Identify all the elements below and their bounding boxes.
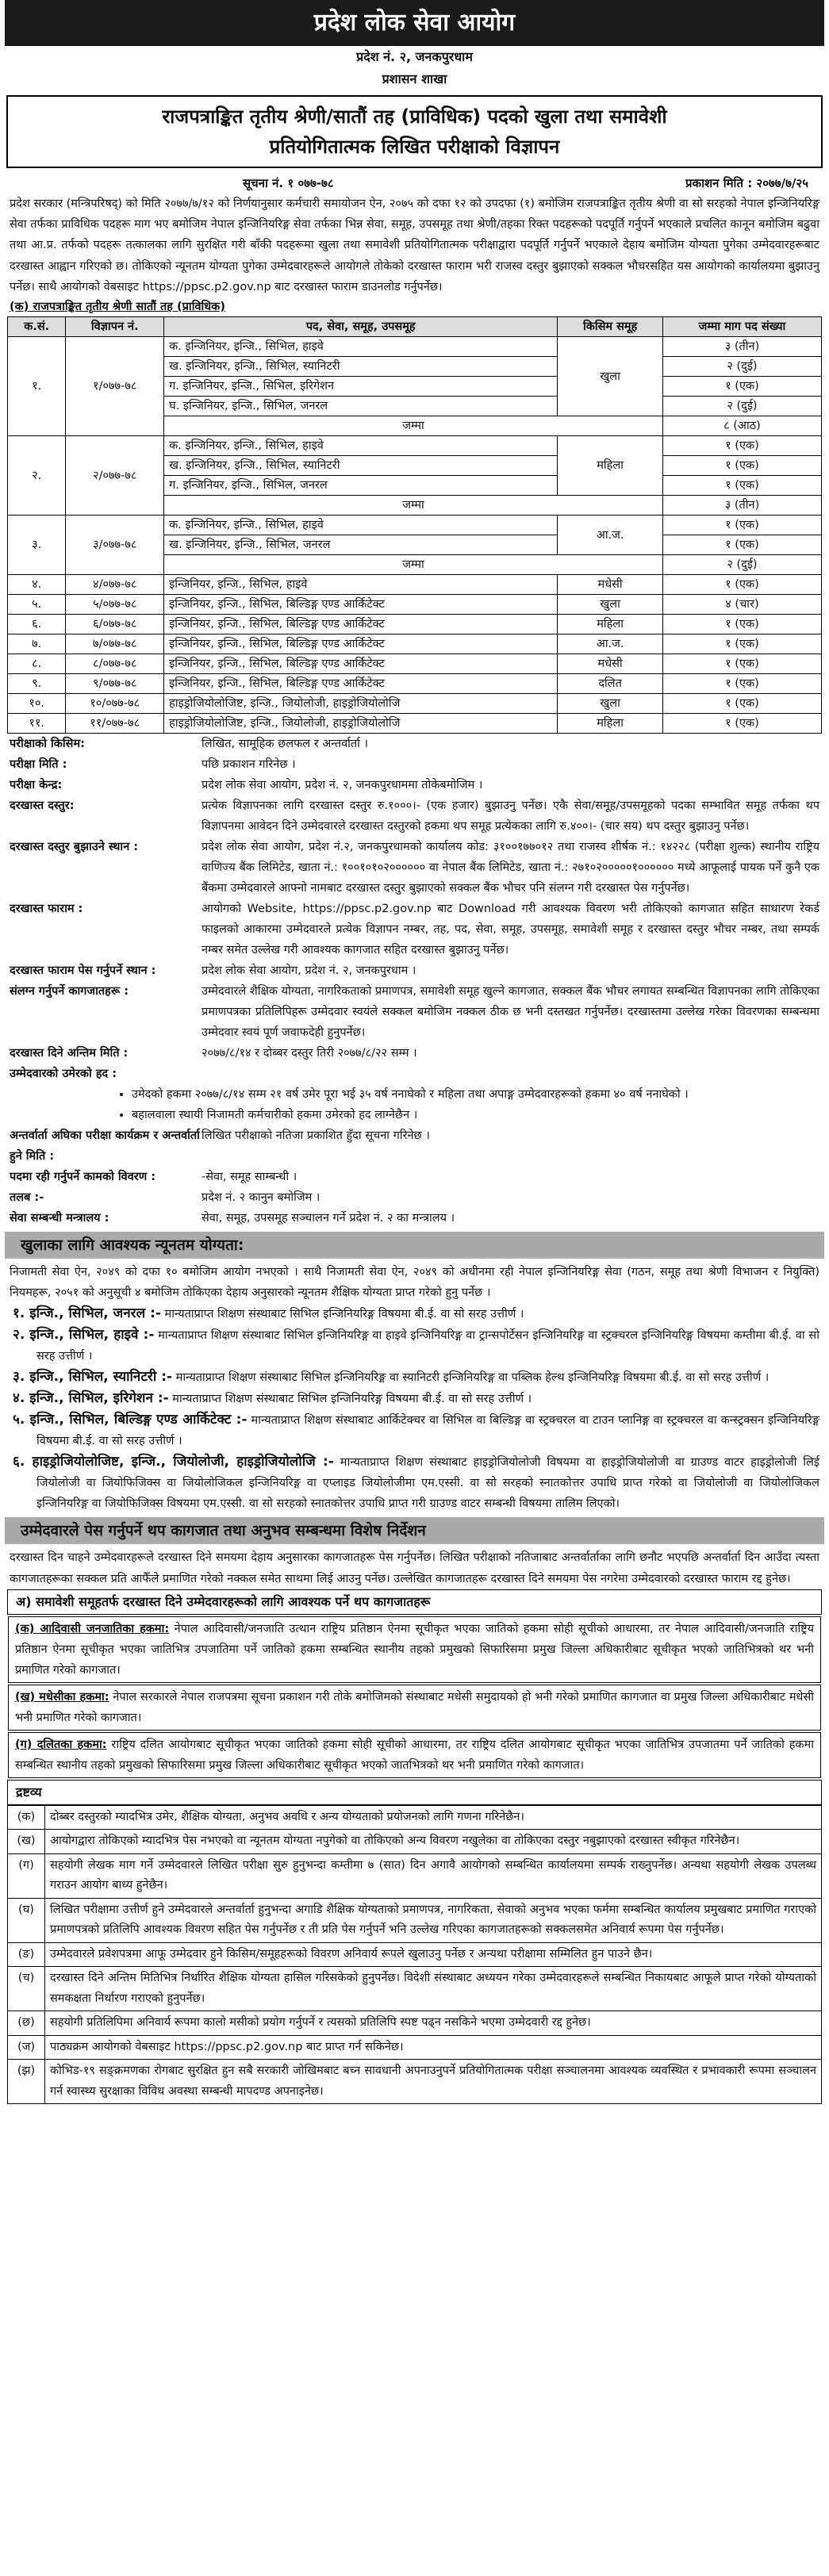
total-label-cell: जम्मा [164,555,663,575]
count-cell: १ (एक) [662,377,821,397]
note-text: दोब्बर दस्तुरको म्यादभित्र उमेर, शैक्षिक योग्यता, अनुभव अवधि र अन्य योग्यताको प्रयोजनको लागि गणना गरिनेछैन। [45,1805,822,1830]
qualification-title: ३. इन्जि., सिभिल, स्यानिटरी :- [13,1369,173,1386]
kind-cell: दलित [558,674,663,694]
note-number: (ङ) [8,1942,45,1967]
count-cell: १ (एक) [662,654,821,674]
adv-number-cell: ३/०७७-७८ [66,516,164,575]
count-cell: १ (एक) [662,575,821,595]
inclusive-item: (ग) दलितका हकमा: राष्ट्रिय दलित आयोगबाट सूचीकृत भएका जातिको हकमा सोही सूचीको आधारमा, तर राष्ट्रिय दलित आयोगबाट सूचीकृत भएका जातिभित्र उपजातमा पर्ने जातिको हकमा सम्बन्धित स्थानीय तहको प्रमुखको सिफारिसमा प्रमुख जिल्ला अधिकारीबाट सूचीकृत भएको जातभित्रको थर भनी प्रमाणित गरेको कागजात। [8,1732,821,1778]
qualification-item: १. इन्जि., सिभिल, जनरल :- मान्यताप्राप्त शिक्षण संस्थाबाट सिभिल इन्जिनियरिङ्ग विषयमा बी.ई. वा सो सरह उत्तीर्ण । [13,1305,524,1322]
detail-label: परीक्षाको किसिम: [10,738,85,751]
documents-paragraph: दरखास्त दिन चाहने उम्मेदवारहरूले दरखास्त दिने समयमा देहाय अनुसारका कागजातहरू पेस गर्नुपर्नेछ। लिखित परीक्षाको नतिजाबाट अन्तर्वार्ताका लागि छनौट भएपछि अन्तर्वार्ता दिन आउँदा त्यस्ता कागजातहरूका सक्कल प्रति आफैँले प्रमाणित गरेको नक्कल समेत साथमा लिई आउनु पर्नेछ। उल्लेखित कागजातहरू दरखास्त दिने समयमा पेस नगरेमा उम्मेदवारको दरखास्त फाराम रद्द हुनेछ। [10,1551,819,1585]
serial-cell: १. [8,337,66,436]
serial-cell: ९. [8,674,66,694]
count-cell: ४ (चार) [662,595,821,615]
adv-number-cell: १/०७७-७८ [66,337,164,436]
post-cell: हाइड्रोजियोलोजिष्ट, इन्जि., जियोलोजी, हाइड्रोजियोलोजि [164,694,558,714]
table-row [8,654,822,674]
adv-number-cell: २/०७७-७८ [66,436,164,516]
serial-cell: ४. [8,575,66,595]
detail-value: प्रदेश नं. २ कानुन बमोजिम । [201,1191,320,1205]
detail-row [5,960,824,981]
detail-label: सेवा सम्बन्धी मन्त्रालय : [10,1212,109,1225]
count-cell: १ (एक) [662,714,821,734]
qualification-item: ५. इन्जि., सिभिल, बिल्डिङ्ग एण्ड आर्किटेक्ट :- मान्यताप्राप्त शिक्षण संस्थाबाट आर्किटेक्चर वा सिभिल वा बिल्डिङ्ग वा स्ट्रक्चरल वा टाउन प्लानिङ्ग वा स्ट्रक्चरल वा कन्स्ट्रक्सन इन्जिनियरिङ्ग विषयमा बी.ई. वा सो सरह उत्तीर्ण । [13,1412,819,1448]
adv-number-cell: १०/०७७-७८ [66,694,164,714]
list-item: • बहालवाला स्थायी निजामती कर्मचारीको हकमा उमेरको हद लाग्नेछैन । [132,1105,824,1125]
kind-cell: महिला [558,714,663,734]
note-row [8,2035,822,2060]
kind-cell: आ.ज. [558,634,663,654]
kind-cell: खुला [558,337,663,416]
exam-details-2 [5,1125,824,1229]
note-number: (ख) [8,1830,45,1854]
detail-value: सेवा, समूह, उपसमूह सञ्चालन गर्ने प्रदेश नं. २ का मन्त्रालय । [201,1212,455,1225]
post-cell: क. इन्जिनियर, इन्जि., सिभिल, हाइवे [164,337,558,357]
detail-row [5,775,824,795]
note-number: (झ) [8,2060,45,2104]
kind-cell: मधेसी [558,654,663,674]
inclusive-item: (क) आदिवासी जनजातिका हकमा: नेपाल आदिवासी/जनजाति उत्थान राष्ट्रिय प्रतिष्ठान ऐनमा सूचीकृत भएका जातिको हकमा सोही सूचीको आधारमा, तर नेपाल आदिवासी/जनजाति राष्ट्रिय प्रतिष्ठान ऐनमा सूचीकृत भएका जातिभित्र उपजातिमा पर्ने जातिको हकमा सम्बन्धित स्थानीय तहको प्रमुखको सिफारिसमा प्रमुख जिल्ला अधिकारीबाट सूचीकृत भएको जातिभित्रको थर भनी प्रमाणित गरेको कागजात। [8,1616,821,1683]
kind-cell: खुला [558,694,663,714]
detail-value: प्रत्येक विज्ञापनका लागि दरखास्त दस्तुर रु.१०००।- (एक हजार) बुझाउनु पर्नेछ। एकै सेवा/समूह/उपसमूहको पदका सम्भावित समूह तर्फका थप विज्ञापनमा आवेदन दिने उम्मेदवारले दरखास्त दस्तुरको हकमा थप समूह प्रत्येकका लागि रु.४००।- (चार सय) थप दस्तुर बुझाउनु पर्नेछ। [201,799,819,834]
inclusive-title: (ख) मधेसीका हकमा: [15,1690,109,1704]
detail-value: उम्मेदवारले शैक्षिक योग्यता, नागरिकताको प्रमाणपत्र, समावेशी समूह खुल्ने कागजात, सक्कल बैंक भौचर लगायत सम्बन्धित विज्ञापनका लागि तोकिएका प्रमाणपत्रका प्रतिलिपिहरू उम्मेदवार स्वयंले सक्कल बमोजिम नक्कल ठीक छ भनी दस्तखत गर्नुपर्नेछ। दरखास्तमा उल्लेख गरेका विवरणका सम्बन्धमा उम्मेदवार स्वयं पूर्ण जवाफदेही हुनुपर्नेछ। [201,985,819,1040]
adv-number-cell: ४/०७७-७८ [66,575,164,595]
detail-value: -सेवा, समूह साम्बन्धी । [201,1171,297,1184]
age-limit: उम्मेदवारको उमेरको हद : [10,1068,117,1081]
note-number: (घ) [8,1898,45,1942]
post-cell: क. इन्जिनियर, इन्जि., सिभिल, हाइवे [164,436,558,456]
adv-number-cell: ८/०७७-७८ [66,654,164,674]
count-cell: १ (एक) [662,456,821,476]
detail-row [5,734,824,754]
note-text: पाठ्यक्रम आयोगको वेबसाइट https://ppsc.p2.gov.np बाट प्राप्त गर्न सकिनेछ। [45,2035,822,2060]
total-label-cell: जम्मा [164,496,663,516]
kind-cell: महिला [558,436,663,496]
detail-value: आयोगको Website, https://ppsc.p2.gov.np बाट Download गरी आवश्यक विवरण भरी तोकिएको कागजात सहित साधारण रेकर्ड फाइलको आकारमा उम्मेदवारले प्रत्येक विज्ञापन नम्बर, तह, पद, सेवा, समूह, उपसमूह, समावेशी समूह र दरखास्त दस्तुर भौचर नम्बर, तथा सम्पर्क नम्बर समेत उल्लेख गरी आवश्यक कागजात सहित दरखास्त बुझाउनु पर्नेछ। [201,903,819,957]
post-cell: ख. इन्जिनियर, इन्जि., सिभिल, जनरल [164,535,558,555]
note-text: सहयोगी लेखक माग गर्ने उम्मेदवारले लिखित परीक्षा सुरु हुनुभन्दा कम्तीमा ७ (सात) दिन अगावै आयोगको सम्बन्धित कार्यालयमा सम्पर्क राख्नुपर्नेछ। अन्यथा सहयोगी लेखक उपलब्ध गराउन आयोग बाध्य हुनेछैन। [45,1853,822,1898]
count-cell: १ (एक) [662,674,821,694]
serial-cell: ७. [8,634,66,654]
note-text: दरखास्त दिने अन्तिम मितिभित्र निर्धारित शैक्षिक योग्यता हासिल गरिसकेको हुनुपर्नेछ। विदेशी संस्थाबाट अध्ययन गरेका उम्मेदवारहरूले सम्बन्धित निकायबाट आफूले प्राप्त गरेको योग्यताको समकक्षता निर्धारण गराएको हुनुपर्नेछ। [45,1967,822,2011]
post-cell: ग. इन्जिनियर, इन्जि., सिभिल, इरिगेशन [164,377,558,397]
qualification-title: १. इन्जि., सिभिल, जनरल :- [13,1305,161,1322]
inclusive-heading: अ) समावेशी समूहतर्फ दरखास्त दिने उम्मेदवारहरूको लागि आवश्यक पर्ने थप कागजातहरू [7,1589,822,1615]
post-cell: क. इन्जिनियर, इन्जि., सिभिल, हाइवे [164,516,558,535]
count-cell: १ (एक) [662,634,821,654]
detail-label: पदमा रही गर्नुपर्ने कामको विवरण : [10,1171,156,1184]
detail-value: लिखित परीक्षाको नतिजा प्रकाशित हुँदा सूचना गरिनेछ । [201,1129,430,1143]
qualification-item: ४. इन्जि., सिभिल, इरिगेशन :- मान्यताप्राप्त शिक्षण संस्थाबाट सिभिल इन्जिनियरिङ्ग विषयमा बी.ई. वा सो सरह उत्तीर्ण । [13,1390,532,1407]
detail-label: परीक्षा केन्द्र: [10,779,63,792]
note-text: उम्मेदवारले प्रवेशपत्रमा आफू उम्मेदवार हुने किसिम/समूहहरूको विवरण अनिवार्य रूपले खुलाउनु पर्नेछ र अन्यथा परीक्षामा सम्मिलित हुन पाउने छैन। [45,1942,822,1967]
note-text: सहयोगी प्रतिलिपिमा अनिवार्य रूपमा कालो मसीको प्रयोग गर्नुपर्ने र त्यसको प्रतिलिपि स्पष्ट पढ्न नसकिने भएमा उम्मेदवारी रद्द हुनेछ। [45,2011,822,2036]
note-number: (छ) [8,2011,45,2036]
note-row [8,1830,822,1854]
inclusive-item: (ख) मधेसीका हकमा: नेपाल सरकारले नेपाल राजपत्रमा सूचना प्रकाशन गरी तोके बमोजिमको संस्थाबाट मधेसी समुदायको हो भनी गरेको प्रमाणित कागजात वा प्रमुख जिल्ला अधिकारीबाट मधेसी भनी प्रमाणित गरेको कागजात। [8,1685,821,1731]
table-header-cell: विज्ञापन नं. [66,317,164,337]
total-count-cell: ३ (तीन) [662,496,821,516]
adv-number-cell: ११/०७७-७८ [66,714,164,734]
detail-row [5,1187,824,1208]
table-row [8,714,822,734]
note-row [8,1942,822,1967]
org-title: प्रदेश लोक सेवा आयोग [5,0,824,46]
qualification-title: ६. हाइड्रोजियोलोजिष्ट, इन्जि., जियोलोजी, हाइड्रोजियोलोजि :- [13,1454,334,1470]
detail-row [5,899,824,960]
serial-cell: ५. [8,595,66,615]
count-cell: १ (एक) [662,535,821,555]
documents-heading: उम्मेदवारले पेस गर्नुपर्ने थप कागजात तथा अनुभव सम्बन्धमा विशेष निर्देशन [5,1517,824,1544]
post-cell: इन्जिनियर, इन्जि., सिभिल, बिल्डिङ्ग एण्ड आर्किटेक्ट [164,654,558,674]
detail-label: दरखास्त दस्तुर: [10,799,75,813]
kind-cell: मधेसी [558,575,663,595]
detail-label: दरखास्त फाराम : [10,903,83,916]
detail-label: दरखास्त फाराम पेस गर्नुपर्ने स्थान : [10,964,156,978]
detail-value: २०७७/८/१४ र दोब्बर दस्तुर तिरी २०७७/८/२२ सम्म । [201,1047,417,1060]
detail-label: अन्तर्वार्ता अघिका परीक्षा कार्यक्रम र अन्तर्वार्ता हुने मिति : [10,1129,200,1163]
table-row [8,575,822,595]
detail-value: प्रदेश लोक सेवा आयोग, प्रदेश नं. २, जनकपुरधाममा तोकेबमोजिम । [201,779,483,792]
count-cell: १ (एक) [662,516,821,535]
table-header-cell: किसिम समूह [558,317,663,337]
qualification-item: ६. हाइड्रोजियोलोजिष्ट, इन्जि., जियोलोजी, हाइड्रोजियोलोजि :- मान्यताप्राप्त शिक्षण संस्थाबाट हाइड्रोजियोलोजी विषयमा वा हाइड्रोजियोलोजी वा ग्राउण्ड वाटर हाइड्रोलोजी लिई जियोलोजी वा जियोफिजिक्स वा जियोलोजिकल इन्जिनियरिङ्ग वा एप्लाइड जियोलोजीमा एम.एस्सी. वा सो सरहको स्नातकोत्तर उपाधि प्राप्त गरेको वा जियोलोजी वा जियोलोजिकल इन्जिनियरिङ्ग वा जियोफिजिक्स विषयमा एम.एस्सी. वा सो सरहको स्नातकोत्तर उपाधि प्राप्त गरी ग्राउण्ड वाटर सम्बन्धी विषयमा तालिम लिएको। [13,1454,819,1511]
adv-number-cell: ९/०७७-७८ [66,674,164,694]
table-row [8,436,822,456]
province-line: प्रदेश नं. २, जनकपुरधाम [356,49,473,64]
table-caption: (क) राजपत्राङ्कित तृतीय श्रेणी सातौं तह (प्राविधिक) [10,301,225,314]
count-cell: १ (एक) [662,436,821,456]
detail-label: तलब :- [10,1191,44,1205]
serial-cell: ६. [8,615,66,634]
detail-row [5,981,824,1043]
publish-date: प्रकाशन मिति : २०७७/७/२५ [685,176,808,190]
notice-meta [5,173,824,194]
qualification-item: ३. इन्जि., सिभिल, स्यानिटरी :- मान्यताप्राप्त शिक्षण संस्थाबाट सिभिल इन्जिनियरिङ्ग वा स्यानिटरी इन्जिनियरिङ्ग वा पब्लिक हेल्थ इन्जिनियरिङ्ग विषयमा बी.ई. वा सो सरह उत्तीर्ण । [13,1369,770,1386]
table-header-cell: पद, सेवा, समूह, उपसमूह [164,317,558,337]
count-cell: २ (दुई) [662,357,821,377]
kind-cell: आ.ज. [558,516,663,555]
detail-label: दरखास्त दिने अन्तिम मिति : [10,1047,129,1060]
total-count-cell: ८ (आठ) [662,416,821,436]
qualification-title: ५. इन्जि., सिभिल, बिल्डिङ्ग एण्ड आर्किटेक्ट :- [13,1412,248,1428]
notes-table [7,1805,822,2105]
post-cell: ग. इन्जिनियर, इन्जि., सिभिल, जनरल [164,476,558,496]
notice-title-line2: प्रतियोगितात्मक लिखित परीक्षाको विज्ञापन [269,136,560,158]
note-row [8,1898,822,1942]
inclusive-title: (ग) दलितका हकमा: [15,1738,107,1751]
serial-cell: ३. [8,516,66,575]
detail-value: पछि प्रकाशन गरिनेछ । [201,758,296,772]
adv-number-cell: ६/०७७-७८ [66,615,164,634]
note-number: (क) [8,1805,45,1830]
count-cell: १ (एक) [662,615,821,634]
adv-number-cell: ७/०७७-७८ [66,634,164,654]
table-row [8,634,822,654]
kind-cell: महिला [558,615,663,634]
posts-table [7,316,822,734]
count-cell: ३ (तीन) [662,337,821,357]
detail-label: परीक्षा मिति : [10,758,67,772]
table-row [8,516,822,535]
post-cell: ख. इन्जिनियर, इन्जि., सिभिल, स्यानिटरी [164,357,558,377]
age-list [5,1084,824,1125]
qualification-heading: खुलाका लागि आवश्यक न्यूनतम योग्यता: [5,1232,824,1259]
post-cell: इन्जिनियर, इन्जि., सिभिल, बिल्डिङ्ग एण्ड आर्किटेक्ट [164,674,558,694]
qualification-title: २. इन्जि., सिभिल, हाइवे :- [13,1327,155,1344]
qualification-item: २. इन्जि., सिभिल, हाइवे :- मान्यताप्राप्त शिक्षण संस्थाबाट सिभिल इन्जिनियरिङ्ग वा हाइवे इन्जिनियरिङ्ग वा ट्रान्सपोर्टेसन इन्जिनियरिङ्ग वा स्ट्रक्चरल इन्जिनियरिङ्ग विषयमा कम्तीमा बी.ई. वा सो सरह उत्तीर्ण । [13,1327,819,1363]
count-cell: २ (दुई) [662,397,821,416]
notes-heading: द्रष्टव्य [7,1780,822,1805]
note-number: (च) [8,1967,45,2011]
post-cell: इन्जिनियर, इन्जि., सिभिल, हाइवे [164,575,558,595]
note-row [8,2060,822,2104]
table-header-cell: क.सं. [8,317,66,337]
table-row [8,674,822,694]
exam-details [5,734,824,1064]
note-text: आयोगद्वारा तोकिएको म्यादभित्र पेस नभएको वा न्यूनतम योग्यता नपुगेको वा तोकिएको अन्य विवरण नखुलेका वा तोकिएका दस्तुर नबुझाएको दरखास्त स्वीकृत गरिनेछैन। [45,1830,822,1854]
table-row [8,595,822,615]
total-count-cell: २ (दुई) [662,555,821,575]
note-row [8,1853,822,1898]
note-number: (ज) [8,2035,45,2060]
inclusive-list [5,1616,824,1778]
section-line: प्रशासन शाखा [382,71,447,86]
detail-row [5,1043,824,1064]
note-number: (ग) [8,1853,45,1898]
table-row [8,615,822,634]
detail-row [5,1208,824,1229]
detail-row [5,1167,824,1187]
detail-row [5,795,824,837]
detail-value: प्रदेश लोक सेवा आयोग, प्रदेश नं.२, जनकपुरधामको कार्यालय कोड: ३१००१७७०१२ तथा राजस्व शीर्षक नं.: १४२२८ (परीक्षा शुल्क) स्थानीय राष्ट्रिय वाणिज्य बैंक लिमिटेड, खाता नं.: १००१०१०२०००००० वा नेपाल बैंक लिमिटेड, खाता नं.: २७१०२०००००१०००००० मध्ये आफूलाई पायक पर्ने कुनै एक बैंकमा उम्मेदवारले आफ्नो नामबाट दरखास्त दस्तुर बुझाएको सक्कल बैंक भौचर पनि संलग्न गरी दरखास्त पेस गर्नुपर्नेछ। [201,841,819,895]
serial-cell: ११. [8,714,66,734]
serial-cell: १०. [8,694,66,714]
count-cell: १ (एक) [662,476,821,496]
adv-number-cell: ५/०७७-७८ [66,595,164,615]
detail-row [5,754,824,775]
serial-cell: ८. [8,654,66,674]
post-cell: इन्जिनियर, इन्जि., सिभिल, बिल्डिङ्ग एण्ड आर्किटेक्ट [164,595,558,615]
qualification-title: ४. इन्जि., सिभिल, इरिगेशन :- [13,1390,169,1407]
detail-value: लिखित, सामूहिक छलफल र अन्तर्वार्ता । [201,738,369,751]
inclusive-title: (क) आदिवासी जनजातिका हकमा: [15,1622,170,1635]
detail-row [5,837,824,899]
post-cell: हाइड्रोजियोलोजिष्ट, इन्जि., जियोलोजी, हाइड्रोजियोलोजि [164,714,558,734]
table-row [8,337,822,357]
table-row [8,694,822,714]
total-label-cell: जम्मा [164,416,663,436]
kind-cell: खुला [558,595,663,615]
post-cell: इन्जिनियर, इन्जि., सिभिल, बिल्डिङ्ग एण्ड आर्किटेक्ट [164,634,558,654]
qualification-list [5,1303,824,1514]
detail-label: संलग्न गर्नुपर्ने कागजातहरू : [10,985,129,999]
note-text: लिखित परीक्षामा उत्तीर्ण हुने उम्मेदवारले अन्तर्वार्ता हुनुभन्दा अगाडि शैक्षिक योग्यताको प्रमाणपत्र, नागरिकता, सेवाको अनुभव भएका फर्ममा सम्बन्धित कार्यालय प्रमुखबाट प्रमाणित गराएको प्रमाणपत्रको प्रतिलिपि आवश्यक विवरण सहित पेस गर्नुपर्नेछ र ती प्रति पेस गर्नुपर्ने भनि उल्लेख गरिएका कागजातहरूको सक्कलसमेत अनिवार्य रूपमा पेस गर्नुपर्नेछ। [45,1898,822,1942]
post-cell: इन्जिनियर, इन्जि., सिभिल, बिल्डिङ्ग एण्ड आर्किटेक्ट [164,615,558,634]
note-text: कोभिड-१९ सङ्क्रमणका रोगबाट सुरक्षित हुन सबै सरकारी जोखिमबाट बच्न सावधानी अपनाउनुपर्ने प्रतियोगितात्मक परीक्षा सञ्चालनमा आवश्यक व्यवस्थित र प्रभावकारी रूपमा सञ्चालन गर्न स्वास्थ्य सुरक्षाका विविध अवस्था सम्बन्धी मापदण्ड अपनाइनेछ। [45,2060,822,2104]
qualification-intro: निजामती सेवा ऐन, २०४९ को दफा १० बमोजिम आयोग नभएको । साथै निजामती सेवा ऐन, २०४९ को अधीनमा रही नेपाल इन्जिनियरिङ्ग सेवा (गठन, समूह तथा श्रेणी विभाजन र नियुक्ति) नियमहरू, २०५१ को अनुसूची ४ बमोजिम तोकिएका देहाय अनुसारको न्यूनतम शैक्षिक योग्यता प्राप्त गरेको हुनु पर्नेछ । [10,1266,819,1300]
note-row [8,1805,822,1830]
detail-row [5,1125,824,1167]
detail-label: दरखास्त दस्तुर बुझाउने स्थान : [10,841,139,854]
note-row [8,2011,822,2036]
notice-title [6,95,823,168]
list-item: • उमेदको हकमा २०७७/८/१४ सम्म २१ वर्ष उमेर पूरा भई ३५ वर्ष ननाघेको र महिला तथा अपाङ्ग उम्मेदवारहरूको हकमा ४० वर्ष ननाघेको । [132,1084,824,1105]
notice-title-line1: राजपत्राङ्कित तृतीय श्रेणी/सातौं तह (प्राविधिक) पदको खुला तथा समावेशी [162,105,667,128]
serial-cell: २. [8,436,66,516]
count-cell: १ (एक) [662,694,821,714]
post-cell: ख. इन्जिनियर, इन्जि., सिभिल, स्यानिटरी [164,456,558,476]
detail-value: प्रदेश लोक सेवा आयोग, प्रदेश नं. २, जनकपुरधाम । [201,964,416,978]
intro-paragraph: प्रदेश सरकार (मन्त्रिपरिषद्) को मिति २०७७/७/१२ को निर्णयानुसार कर्मचारी समायोजन ऐन, २०७५ को दफा १२ को उपदफा (१) बमोजिम राजपत्राङ्कित तृतीय श्रेणी वा सो सरहको नेपाल इन्जिनियरिङ्ग सेवा तर्फका प्राविधिक पदहरू माग भए बमोजिम नेपाल इन्जिनियरिङ्ग सेवा तर्फका भिन्न सेवा, समूह, उपसमूह तथा श्रेणी/तहका रिक्त पदहरूको पदपूर्ति गर्नुपर्ने भएकाले प्रचलित कानून बमोजिम बढुवा तथा आ.प्र. तर्फको पदहरू तत्कालका लागि सुरक्षित गरी बाँकी पदहरूमा खुला तथा समावेशी प्रतियोगितात्मक परीक्षाद्वारा पदपूर्ति गर्नुपर्ने भएकाले देहाय बमोजिम योग्यता पुगेका उम्मेदवारहरूबाट दरखास्त आह्वान गरिएको छ। तोकिएको न्यूनतम योग्यता पुगेका उम्मेदवारहरूले आयोगले तोकेको दरखास्त फाराम भरी राजस्व दस्तुर बुझाएको सक्कल भौचरसहित यस आयोगको कार्यालयमा बुझाउनु पर्नेछ। साथै आयोगको वेबसाइट https://ppsc.p2.gov.np बाट दरखास्त फाराम डाउनलोड गर्नुपर्नेछ। [10,197,819,293]
notice-number: सूचना नं. १ ०७७-७८ [243,176,334,190]
note-row [8,1967,822,2011]
post-cell: घ. इन्जिनियर, इन्जि., सिभिल, जनरल [164,397,558,416]
table-header-cell: जम्मा माग पद संख्या [662,317,821,337]
